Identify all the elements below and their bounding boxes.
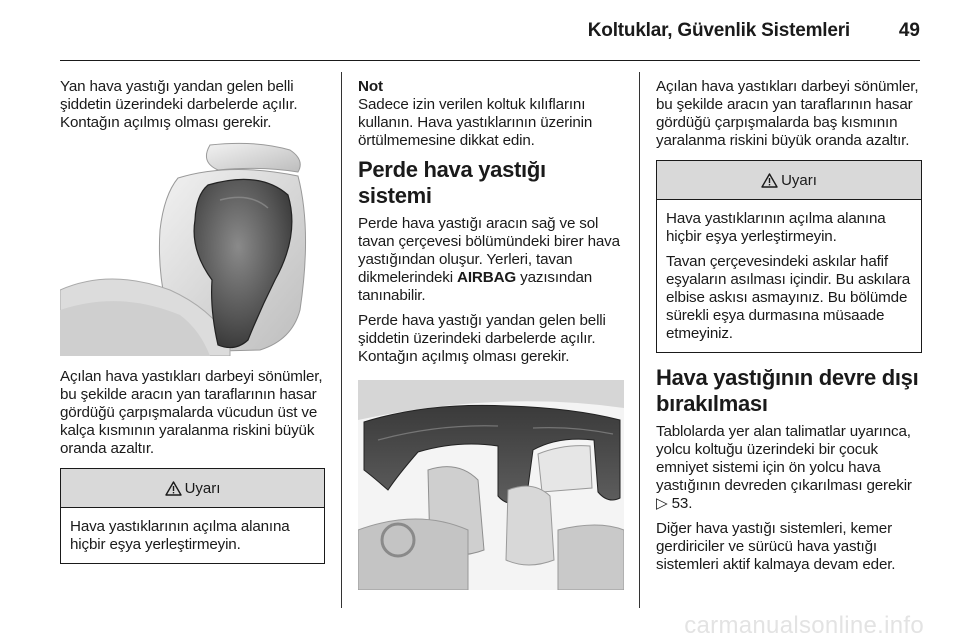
curtain-airbag-effect-paragraph: Açılan hava yastıkları darbeyi sönümler, bu şekilde aracın yan taraflarının hasar gördüğü çarpışmalarda baş kısmının yaralanma riskini büyük oranda azaltır. xyxy=(656,78,919,149)
watermark: carmanualsonline.info xyxy=(684,612,924,639)
column-3 xyxy=(656,78,922,581)
warning-header xyxy=(61,469,324,508)
warning-box-2 xyxy=(656,160,922,353)
warning-text-2: Tavan çerçevesindeki askılar hafif eşyaların asılması içindir. Bu askılara elbise askısı asmayınız. Bu bölümde sürekli eşya durmasına müsaade etmeyiniz. xyxy=(666,253,911,342)
curtain-airbag-paragraph: Perde hava yastığı aracın sağ ve sol tavan çerçevesi bölümündeki birer hava yastığından oluşur. Yerleri, tavan dikmelerindeki AIRBAG yazısından tanınabilir. xyxy=(358,215,620,304)
airbag-label: AIRBAG xyxy=(457,269,517,286)
warning-header xyxy=(657,161,921,200)
warning-title: Uyarı xyxy=(781,171,817,189)
warning-title: Uyarı xyxy=(184,479,221,497)
page-header-title: Koltuklar, Güvenlik Sistemleri xyxy=(587,20,850,41)
warning-body xyxy=(61,508,324,563)
warning-triangle-icon xyxy=(165,481,182,496)
airbag-deactivation-heading: Hava yastığının devre dışı bırakılması xyxy=(656,365,919,416)
page-reference-arrow-icon[interactable]: ▷ xyxy=(656,495,668,512)
page-reference-link[interactable]: 53 xyxy=(671,495,689,512)
note-text: Sadece izin verilen koltuk kılıflarını kullanın. Hava yastıklarının üzerinin örtülmemesine dikkat edin. xyxy=(358,96,593,149)
side-airbag-effect-paragraph: Açılan hava yastıkları darbeyi sönümler, bu şekilde aracın yan taraflarının hasar gördüğü çarpışmalarda vücudun üst ve kalça kısmının yaralanma riskini büyük oranda azaltır. xyxy=(60,368,323,457)
header-divider xyxy=(60,60,920,61)
warning-body xyxy=(657,200,921,352)
side-airbag-seat-illustration xyxy=(60,140,325,356)
warning-text-1: Hava yastıklarının açılma alanına hiçbir eşya yerleştirmeyin. xyxy=(666,210,886,245)
curtain-airbag-deploy-paragraph: Perde hava yastığı yandan gelen belli şiddetin üzerindeki darbelerde açılır. Kontağın açılmış olması gerekir. xyxy=(358,312,606,365)
side-airbag-paragraph: Yan hava yastığı yandan gelen belli şiddetin üzerindeki darbelerde açılır. Kontağın açılmış olması gerekir. xyxy=(60,78,298,131)
column-divider-2 xyxy=(639,72,640,608)
curtain-airbag-interior-illustration xyxy=(358,380,624,590)
other-systems-paragraph: Diğer hava yastığı sistemleri, kemer gerdiriciler ve sürücü hava yastığı sistemleri aktif kalmaya devam eder. xyxy=(656,520,896,573)
curtain-airbag-heading: Perde hava yastığı sistemi xyxy=(358,157,546,208)
column-2 xyxy=(358,78,624,602)
page-number: 49 xyxy=(898,20,920,41)
warning-triangle-icon xyxy=(761,173,778,188)
warning-box xyxy=(60,468,325,564)
deactivation-paragraph: Tablolarda yer alan talimatlar uyarınca, yolcu koltuğu üzerindeki bir çocuk emniyet sistemi için ön yolcu hava yastığının devreden çıkarılması gerekir ▷ 53. xyxy=(656,423,912,512)
note-title: Not xyxy=(358,78,383,95)
warning-text: Hava yastıklarının açılma alanına hiçbir eşya yerleştirmeyin. xyxy=(70,518,290,553)
column-1 xyxy=(60,78,325,576)
column-divider-1 xyxy=(341,72,342,608)
